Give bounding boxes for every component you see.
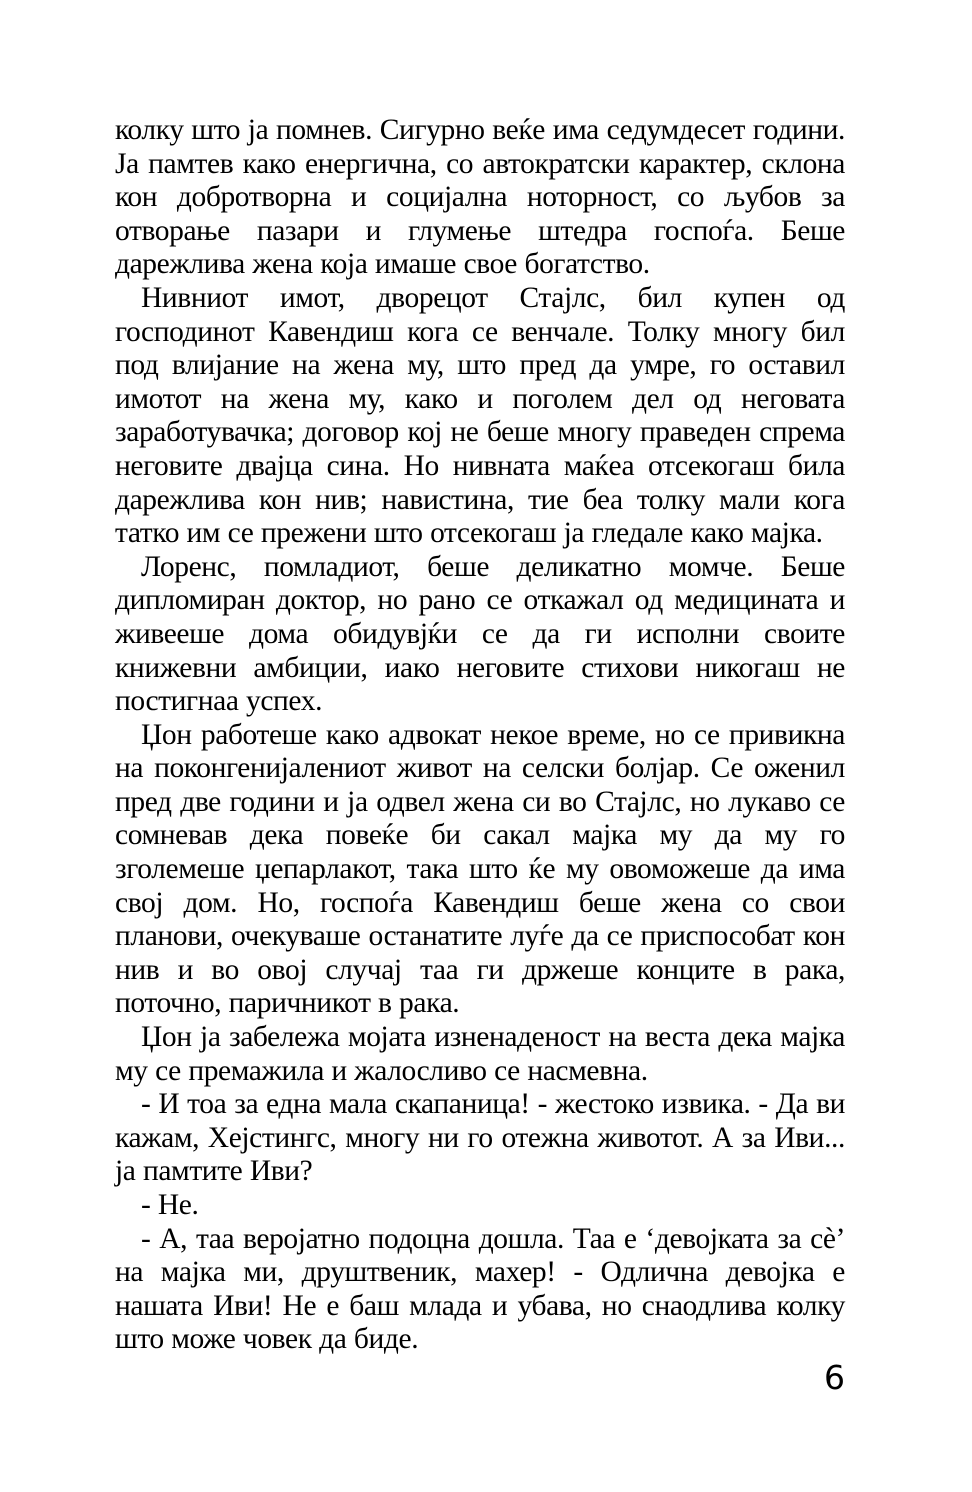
paragraph: Џон ја забележа мојата изненаденост на веста дека мајка му се премажила и жалосливо се насмевна. — [115, 1021, 845, 1087]
paragraph: колку што ја помнев. Сигурно веќе има седумдесет години. Ја памтев како енергична, со автократски карактер, склона кон добротворна и социјална ноторност, со љубов за отворање пазари и глумење штедра госпоѓа. Беше дарежлива жена која имаше свое богатство. — [115, 114, 845, 281]
paragraph: - И тоа за една мала скапаница! - жестоко извика. - Да ви кажам, Хејстингс, многу ни го отежна животот. А за Иви... ја памтите Иви? — [115, 1088, 845, 1188]
paragraph: Џон работеше како адвокат некое време, но се привикна на поконгенијалениот живот на селски болјар. Се оженил пред две години и ја одвел жена си во Стајлс, но лукаво се сомневав дека повеќе би сакал мајка му да му го зголемеше џепарлакот, така што ќе му овоможеше да има свој дом. Но, госпоѓа Кавендиш беше жена со свои планови, очекуваше останатите луѓе да се приспособат кон нив и во овој случај таа ги држеше конците в рака, поточно, паричникот в рака. — [115, 718, 845, 1020]
page-number: 6 — [824, 1358, 845, 1397]
page-text-block — [115, 114, 845, 1357]
paragraph: - Не. — [141, 1189, 199, 1221]
paragraph: Нивниот имот, дворецот Стајлс, бил купен од господинот Кавендиш кога се венчале. Толку многу бил под влијание на жена му, што пред да умре, го оставил имотот на жена му, како и поголем дел од неговата заработувачка; договор кој не беше многу праведен спрема неговите двајца сина. Но нивната маќеа отсекогаш била дарежлива кон нив; навистина, тие беа толку мали кога татко им се прежени што отсекогаш ја гледале како мајка. — [115, 281, 845, 550]
paragraph: - А, таа веројатно подоцна дошла. Таа е ‘девојката за сè’ на мајка ми, друштвеник, махер! - Одлична девојка е нашата Иви! Не е баш млада и убава, но снаодлива колку што може човек да биде. — [115, 1222, 845, 1356]
paragraph: Лоренс, помладиот, беше деликатно момче. Беше дипломиран доктор, но рано се откажал од медицината и живееше дома обидувјќи се да ги исполни своите книжевни амбиции, иако неговите стихови никогаш не постигнаа успех. — [115, 550, 845, 718]
